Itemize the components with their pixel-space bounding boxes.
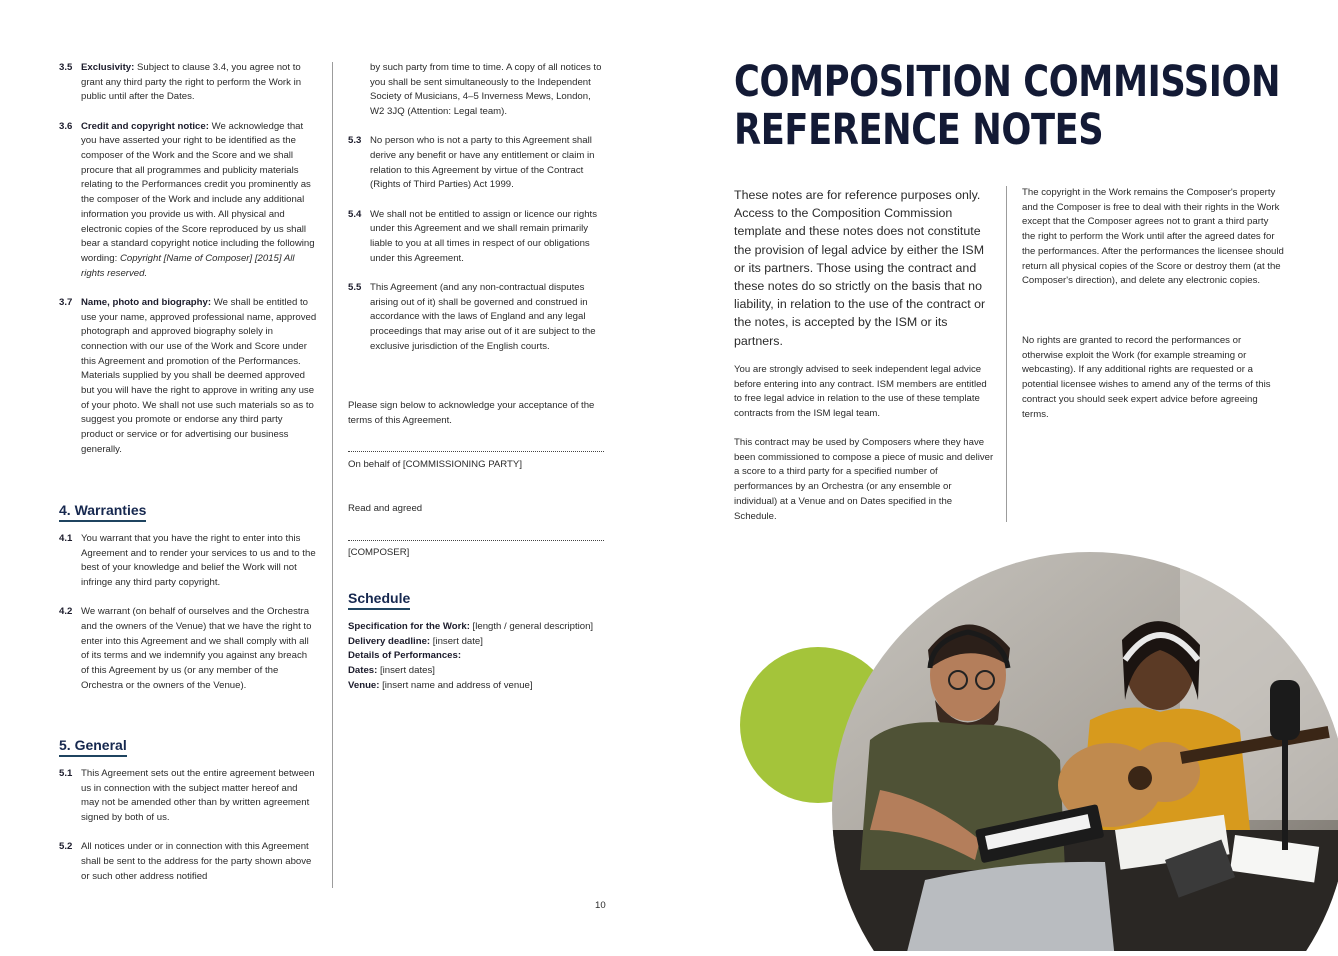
general-heading: 5. General	[59, 737, 127, 757]
clause-5-5	[348, 281, 606, 355]
left-column-2	[348, 61, 606, 354]
clause-4-1	[59, 532, 317, 591]
title-line-2: REFERENCE NOTES	[734, 105, 1104, 155]
clause-text: We acknowledge that you have asserted your right to be identified as the composer of the Work and the Score and we shall procure that all programmes and publicity materials relating to the Performances credit you prominently as the composer of the Work and include any additional information you provide us with. All physical and electronic copies of the Score reproduced by us shall bear a standard copyright notice including the following wording:	[81, 120, 315, 264]
schedule-label: Delivery deadline:	[348, 635, 431, 647]
clause-5-2-continued	[348, 61, 606, 120]
schedule-item	[348, 620, 610, 635]
schedule-label: Venue:	[348, 679, 380, 691]
warranties-list	[59, 532, 317, 694]
title-line-1: COMPOSITION COMMISSION	[734, 57, 1281, 107]
clause-3-5	[59, 61, 317, 105]
rights-paragraph: No rights are granted to record the performances or otherwise exploit the Work (for example streaming or webcasting). If any additional rights are requested or a potential licensee wishes to amend any of the terms of this contract you should seek expert advice before agreeing terms.	[1022, 335, 1271, 420]
warranties-heading: 4. Warranties	[59, 502, 146, 522]
schedule-heading: Schedule	[348, 590, 410, 610]
clause-text: We shall be entitled to use your name, approved professional name, approved photograph and approved biography solely in connection with our use of the Work and Score under this Agreement and promotion of the Performances. Materials supplied by you shall be deemed approved but you will have the right to approve in writing any use of your photo. We shall not use such materials so as to suggest you promote or endorse any third party product or service or for advertising our business generally.	[81, 296, 317, 455]
clause-3-7	[59, 296, 317, 458]
column-divider	[332, 62, 333, 888]
composer-label: [COMPOSER]	[348, 547, 410, 558]
usage-paragraph: This contract may be used by Composers where they have been commissioned to compose a piece of music and deliver a score to a third party for a specified number of performances by an Orchestra (or any ensemble or individual) at a Venue and on Dates specified in the Schedule.	[734, 437, 994, 522]
clause-title: Name, photo and biography:	[81, 296, 212, 308]
schedule-item	[348, 679, 610, 694]
general-list-a	[59, 767, 317, 884]
clause-number: 3.7	[59, 296, 73, 308]
green-circle-decoration	[740, 647, 896, 803]
copyright-paragraph: The copyright in the Work remains the Composer's property and the Composer is free to deal with their rights in the Work except that the Composer agrees not to grant a third party the right to perform the Work until after the agreed dates for the performances. After the performances the licensee should return all physical copies of the Score or destroy them (at the Composer's direction), and delete any electronic copies.	[1022, 187, 1284, 287]
schedule-item	[348, 664, 610, 679]
sign-prompt: Please sign below to acknowledge your acceptance of the terms of this Agreement.	[348, 400, 595, 426]
clause-5-3	[348, 134, 606, 193]
clause-5-1	[59, 767, 317, 826]
page-title	[734, 58, 1280, 154]
clause-text: You warrant that you have the right to enter into this Agreement and to render your services to us and to the best of your knowledge and belief the Work will not infringe any third party copyright.	[81, 533, 316, 589]
clause-text: No person who is not a party to this Agreement shall derive any benefit or have any entitlement or claim in relation to this Agreement by virtue of the Contract (Rights of Third Parties) Act 1999.	[370, 135, 595, 191]
signature-line-2[interactable]	[348, 540, 604, 541]
clause-text: All notices under or in connection with this Agreement shall be sent to the address for the party shown above or such other address notified	[81, 841, 312, 882]
intro-paragraph: These notes are for reference purposes only. Access to the Composition Commission template and these notes does not constitute the provision of legal advice by either the ISM or its partners. Those using the contract and these notes do so strictly on the basis that no liability, in relation to the use of the contract or the notes, is accepted by the ISM or its partners.	[734, 188, 986, 348]
copyright-wording: Copyright [Name of Composer] [2015] All rights reserved.	[81, 252, 295, 279]
clause-number: 5.1	[59, 768, 73, 779]
schedule-value: [insert name and address of venue]	[379, 679, 533, 691]
clause-3-6	[59, 120, 317, 282]
clauses-3	[59, 61, 317, 458]
signature-line-1[interactable]	[348, 451, 604, 452]
on-behalf-label: On behalf of [COMMISSIONING PARTY]	[348, 459, 522, 470]
clause-text: We shall not be entitled to assign or licence our rights under this Agreement and we shall remain primarily liable to you at all times in respect of our obligations under this Agreement.	[370, 208, 597, 264]
clause-number: 5.4	[348, 208, 362, 220]
clause-number: 3.5	[59, 62, 73, 73]
clause-text: This Agreement (and any non-contractual disputes arising out of it) shall be governed and construed in accordance with the laws of England and any legal proceedings that may arise out of it are subject to the exclusive jurisdiction of the English courts.	[370, 281, 596, 352]
clause-number: 3.6	[59, 120, 73, 132]
clause-text: This Agreement sets out the entire agreement between us in connection with the subject matter hereof and may not be amended other than by written agreement signed by both of us.	[81, 768, 315, 824]
schedule-label: Specification for the Work:	[348, 621, 470, 632]
clause-number: 5.3	[348, 135, 362, 147]
schedule-list	[348, 620, 610, 694]
clause-text: We warrant (on behalf of ourselves and the Orchestra and the owners of the Venue) that we have the right to enter into this Agreement and we shall comply with all of its terms and we indemnify you against any breach of this Agreement by us (or any member of the Orchestra or the owners of the Venue).	[81, 606, 312, 691]
schedule-value: [insert date]	[430, 635, 483, 647]
clause-text: by such party from time to time. A copy of all notices to you shall be sent simultaneously to the Independent Society of Musicians, 4–5 Inverness Mews, London, W2 3JQ (Attention: Legal team).	[370, 62, 602, 118]
clause-number: 4.2	[59, 606, 73, 618]
right-column-divider	[1006, 186, 1007, 522]
schedule-item	[348, 635, 610, 650]
clause-number: 4.1	[59, 533, 73, 544]
clause-title: Credit and copyright notice:	[81, 120, 209, 132]
schedule-item	[348, 649, 610, 664]
clause-5-2	[59, 840, 317, 884]
schedule-value: [length / general description]	[469, 621, 594, 632]
clause-5-4	[348, 208, 606, 267]
clause-text: Subject to clause 3.4, you agree not to grant any third party the right to perform the Work in public until after the Dates.	[81, 62, 302, 103]
clause-number: 5.5	[348, 281, 362, 293]
clause-title: Exclusivity:	[81, 62, 135, 73]
schedule-label: Details of Performances:	[348, 650, 462, 662]
schedule-label: Dates:	[348, 665, 378, 677]
clause-4-2	[59, 605, 317, 693]
advice-paragraph: You are strongly advised to seek independent legal advice before entering into any contract. ISM members are entitled to free legal advice in relation to the use of these template contracts from the ISM legal team.	[734, 364, 987, 420]
read-agreed-label: Read and agreed	[348, 503, 423, 514]
page-number: 10	[595, 900, 606, 911]
left-column-1	[59, 61, 317, 458]
schedule-value: [insert dates]	[377, 665, 435, 677]
clause-number: 5.2	[59, 841, 73, 853]
